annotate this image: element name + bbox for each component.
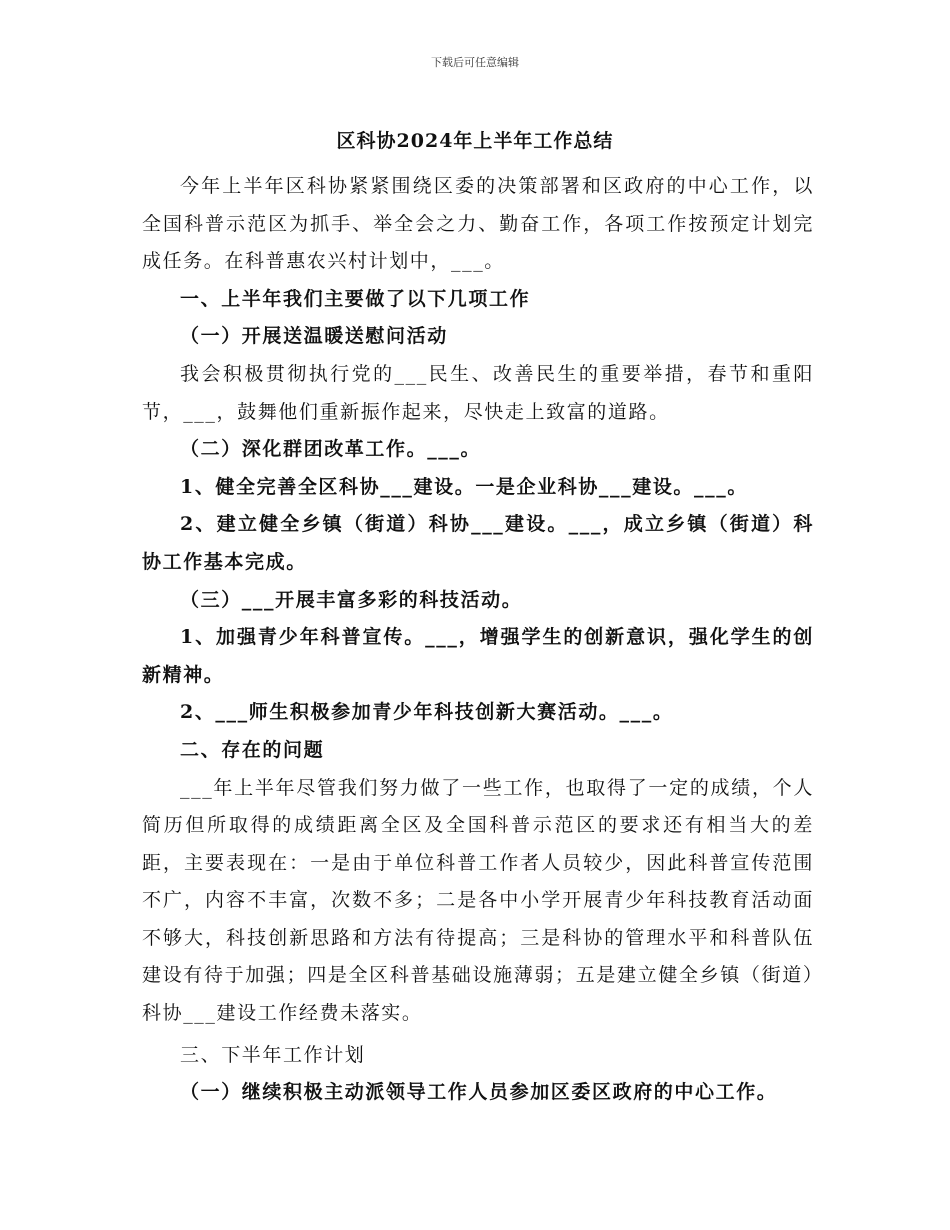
- item-1-3-2: 2、___师生积极参加青少年科技创新大赛活动。___。: [180, 701, 674, 724]
- item-1-2-2: 2、建立健全乡镇（街道）科协___建设。___，成立乡镇（街道）科协工作基本完成。: [142, 513, 814, 573]
- subsection-heading-1-2: （二）深化群团改革工作。___。: [180, 438, 482, 461]
- paragraph-1-1: 我会积极贯彻执行党的___民生、改善民生的重要举措，春节和重阳节，___，鼓舞他们重新振作起来，尽快走上致富的道路。: [142, 362, 814, 423]
- document-body: [142, 168, 814, 1112]
- item-1-2-1: 1、健全完善全区科协___建设。一是企业科协___建设。___。: [180, 475, 748, 498]
- header-note: 下载后可任意编辑: [431, 56, 519, 69]
- section-heading-2: 二、存在的问题: [180, 738, 325, 761]
- document-title: 区科协2024年上半年工作总结: [336, 130, 614, 152]
- paragraph-2: ___年上半年尽管我们努力做了一些工作，也取得了一定的成绩，个人简历但所取得的成绩距离全区及全国科普示范区的要求还有相当大的差距，主要表现在：一是由于单位科普工作者人员较少，因此科普宣传范围不广，内容不丰富，次数不多；二是各中小学开展青少年科技教育活动面不够大，科技创新思路和方法有待提高；三是科协的管理水平和科普队伍建设有待于加强；四是全区科普基础设施薄弱；五是建立健全乡镇（街道）科协___建设工作经费未落实。: [142, 776, 814, 1025]
- intro-paragraph: 今年上半年区科协紧紧围绕区委的决策部署和区政府的中心工作，以全国科普示范区为抓手、举全会之力、勤奋工作，各项工作按预定计划完成任务。在科普惠农兴村计划中，___。: [142, 175, 814, 273]
- subsection-heading-1-3: （三）___开展丰富多彩的科技活动。: [180, 588, 523, 611]
- item-1-3-1: 1、加强青少年科普宣传。___，增强学生的创新意识，强化学生的创新精神。: [142, 626, 814, 686]
- section-heading-1: 一、上半年我们主要做了以下几项工作: [180, 287, 531, 310]
- subsection-heading-3-1: （一）继续积极主动派领导工作人员参加区委区政府的中心工作。: [180, 1081, 778, 1104]
- subsection-heading-1-1: （一）开展送温暖送慰问活动: [180, 325, 448, 348]
- section-heading-3: 三、下半年工作计划: [180, 1043, 366, 1066]
